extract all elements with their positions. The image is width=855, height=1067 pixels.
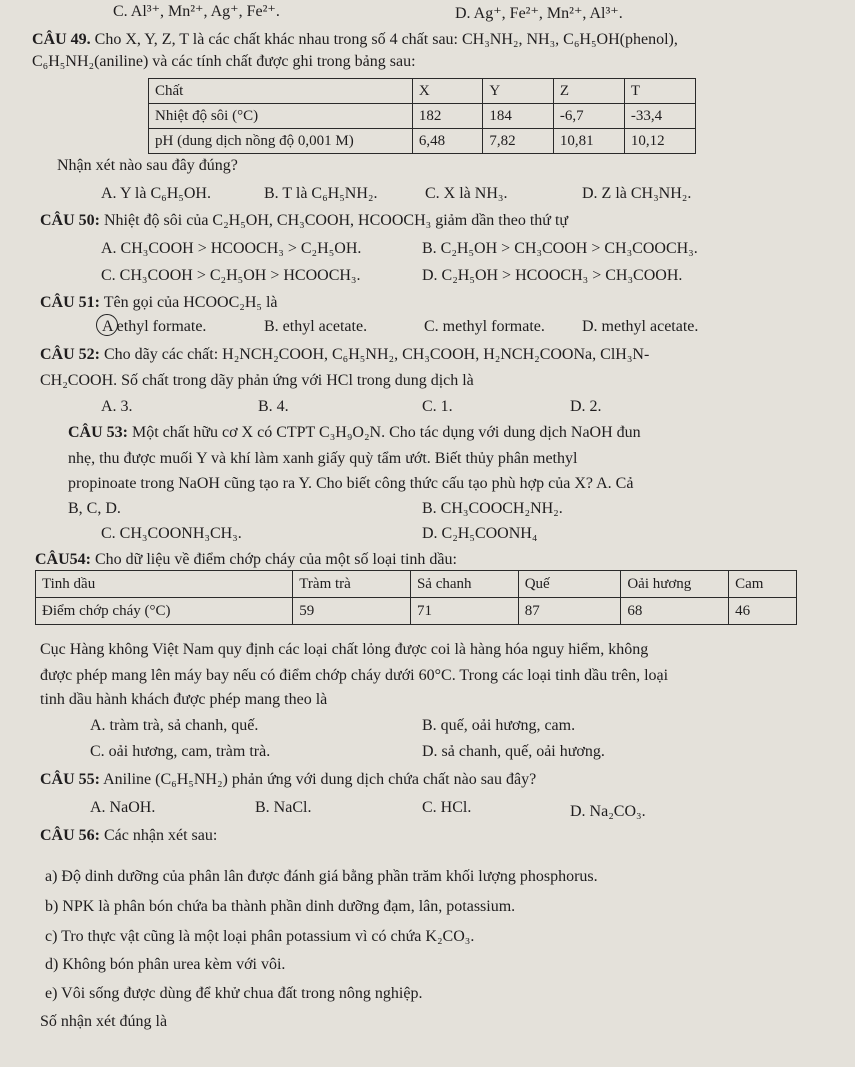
table-cell: 59 — [293, 598, 411, 625]
q55-option-b: B. NaCl. — [255, 799, 312, 816]
table-header-cell: Cam — [729, 571, 797, 598]
q54-paragraph-line2: được phép mang lên máy bay nếu có điểm chớp cháy dưới 60°C. Trong các loại tinh dầu trên, loại — [40, 667, 669, 684]
table-cell: 182 — [412, 104, 483, 129]
q56-statement-b: b) NPK là phân bón chứa ba thành phần dinh dưỡng đạm, lân, potassium. — [45, 898, 516, 915]
q51-text: Tên gọi của HCOOC₂H₅ là — [103, 294, 278, 311]
table-header-cell: Y — [483, 79, 554, 104]
q49-ask: Nhận xét nào sau đây đúng? — [57, 157, 238, 174]
q51-option-a — [102, 317, 206, 337]
q50-option-d: D. C₂H₅OH > HCOOCH₃ > CH₃COOH. — [422, 267, 683, 284]
q52-option-d: D. 2. — [570, 398, 602, 415]
q52-heading: CÂU 52: — [40, 346, 100, 363]
q52-text: Cho dãy các chất: H₂NCH₂COOH, C₆H₅NH₂, CH₃COOH, H₂NCH₂COONa, ClH₃N- — [104, 346, 650, 363]
q54-paragraph-line3: tinh dầu hành khách được phép mang theo là — [40, 691, 328, 708]
table-header-cell: Quế — [518, 571, 621, 598]
q50-option-a: A. CH₃COOH > HCOOCH₃ > C₂H₅OH. — [101, 240, 362, 257]
table-header-cell: Z — [553, 79, 624, 104]
q51-option-b: B. ethyl acetate. — [264, 318, 368, 335]
table-cell: 68 — [621, 598, 729, 625]
q56-statement-d: d) Không bón phân urea kèm với vôi. — [45, 956, 286, 973]
table-cell: 10,12 — [624, 129, 695, 154]
q53-option-d: D. C₂H₅COONH₄ — [422, 525, 538, 542]
q52-stem-line1 — [40, 345, 649, 365]
q51-option-a-text: ethyl formate. — [116, 318, 207, 335]
q55-text: Aniline (C₆H₅NH₂) phản ứng với dung dịch chứa chất nào sau đây? — [103, 771, 537, 788]
q56-text: Các nhận xét sau: — [104, 827, 218, 844]
table-header-cell: Oải hương — [621, 571, 729, 598]
table-row — [36, 598, 797, 625]
table-cell: Điểm chớp cháy (°C) — [36, 598, 293, 625]
table-header-row — [36, 571, 797, 598]
q50-option-c: C. CH₃COOH > C₂H₅OH > HCOOCH₃. — [101, 267, 361, 284]
q48-option-d: D. Ag⁺, Fe²⁺, Mn²⁺, Al³⁺. — [455, 5, 623, 22]
q49-option-d: D. Z là CH₃NH₂. — [582, 185, 692, 202]
q54-option-c: C. oải hương, cam, tràm trà. — [90, 743, 271, 760]
table-header-row — [149, 79, 696, 104]
q51-stem — [40, 293, 278, 313]
q54-text: Cho dữ liệu về điểm chớp cháy của một số loại tinh dầu: — [95, 551, 457, 568]
q56-statement-a: a) Độ dinh dưỡng của phân lân được đánh giá bằng phần trăm khối lượng phosphorus. — [45, 868, 598, 885]
table-cell: pH (dung dịch nồng độ 0,001 M) — [149, 129, 413, 154]
q49-option-c: C. X là NH₃. — [425, 185, 508, 202]
table-cell: -6,7 — [553, 104, 624, 129]
q49-stem-line2: C₆H₅NH₂(aniline) và các tính chất được ghi trong bảng sau: — [32, 53, 416, 70]
q53-stem-line1 — [68, 423, 641, 443]
q55-option-a: A. NaOH. — [90, 799, 156, 816]
q51-option-a-letter: A — [102, 318, 113, 335]
q51-option-d: D. methyl acetate. — [582, 318, 699, 335]
q49-properties-table — [148, 78, 696, 154]
table-cell: 46 — [729, 598, 797, 625]
q54-heading: CÂU54: — [35, 551, 91, 568]
table-cell: 6,48 — [412, 129, 483, 154]
table-header-cell: X — [412, 79, 483, 104]
q50-option-b: B. C₂H₅OH > CH₃COOH > CH₃COOCH₃. — [422, 240, 698, 257]
table-cell: 87 — [518, 598, 621, 625]
q56-stem — [40, 826, 217, 846]
q53-stem-line3: propinoate trong NaOH cũng tạo ra Y. Cho biết công thức cấu tạo phù hợp của X? A. Cả — [68, 475, 634, 492]
table-header-cell: Tinh dầu — [36, 571, 293, 598]
q53-stem-line4: B, C, D. — [68, 500, 121, 517]
q55-stem — [40, 770, 536, 790]
q51-heading: CÂU 51: — [40, 294, 100, 311]
table-cell: 184 — [483, 104, 554, 129]
q54-option-b: B. quế, oải hương, cam. — [422, 717, 576, 734]
q53-text: Một chất hữu cơ X có CTPT C₃H₉O₂N. Cho tác dụng với dung dịch NaOH đun — [132, 424, 641, 441]
q52-option-a: A. 3. — [101, 398, 133, 415]
q49-option-a: A. Y là C₆H₅OH. — [101, 185, 211, 202]
q53-stem-line2: nhẹ, thu được muối Y và khí làm xanh giấy quỳ tẩm ướt. Biết thủy phân methyl — [68, 450, 578, 467]
q54-flashpoint-table — [35, 570, 797, 625]
table-cell: 71 — [410, 598, 518, 625]
q54-option-a: A. tràm trà, sả chanh, quế. — [90, 717, 259, 734]
q56-heading: CÂU 56: — [40, 827, 100, 844]
q49-heading: CÂU 49. — [32, 31, 91, 48]
q53-option-c: C. CH₃COONH₃CH₃. — [101, 525, 242, 542]
q54-option-d: D. sả chanh, quế, oải hương. — [422, 743, 605, 760]
table-row — [149, 104, 696, 129]
table-cell: 7,82 — [483, 129, 554, 154]
q53-option-b: B. CH₃COOCH₂NH₂. — [422, 500, 563, 517]
q54-stem — [35, 550, 457, 570]
q55-option-c: C. HCl. — [422, 799, 472, 816]
table-header-cell: T — [624, 79, 695, 104]
q48-option-c: C. Al³⁺, Mn²⁺, Ag⁺, Fe²⁺. — [113, 3, 280, 20]
q55-heading: CÂU 55: — [40, 771, 100, 788]
q52-option-c: C. 1. — [422, 398, 453, 415]
table-header-cell: Tràm trà — [293, 571, 411, 598]
table-header-cell: Sả chanh — [410, 571, 518, 598]
q50-heading: CÂU 50: — [40, 212, 100, 229]
q50-stem — [40, 211, 568, 231]
table-cell: Nhiệt độ sôi (°C) — [149, 104, 413, 129]
q56-statement-c: c) Tro thực vật cũng là một loại phân potassium vì có chứa K₂CO₃. — [45, 928, 475, 945]
q56-statement-e: e) Vôi sống được dùng để khử chua đất trong nông nghiệp. — [45, 985, 423, 1002]
table-header-cell: Chất — [149, 79, 413, 104]
q53-heading: CÂU 53: — [68, 424, 128, 441]
q49-option-b: B. T là C₆H₅NH₂. — [264, 185, 378, 202]
q54-paragraph-line1: Cục Hàng không Việt Nam quy định các loại chất lỏng được coi là hàng hóa nguy hiểm, không — [40, 641, 649, 658]
table-row — [149, 129, 696, 154]
q50-text: Nhiệt độ sôi của C₂H₅OH, CH₃COOH, HCOOCH₃ giảm dần theo thứ tự — [104, 212, 569, 229]
q51-option-c: C. methyl formate. — [424, 318, 545, 335]
q49-stem-line1 — [32, 30, 678, 50]
q52-option-b: B. 4. — [258, 398, 289, 415]
q52-stem-line2: CH₂COOH. Số chất trong dãy phản ứng với HCl trong dung dịch là — [40, 372, 474, 389]
table-cell: 10,81 — [553, 129, 624, 154]
table-cell: -33,4 — [624, 104, 695, 129]
q56-ask: Số nhận xét đúng là — [40, 1013, 168, 1030]
q55-option-d: D. Na₂CO₃. — [570, 803, 646, 820]
q49-text: Cho X, Y, Z, T là các chất khác nhau trong số 4 chất sau: CH₃NH₂, NH₃, C₆H₅OH(phenol), — [94, 31, 678, 48]
